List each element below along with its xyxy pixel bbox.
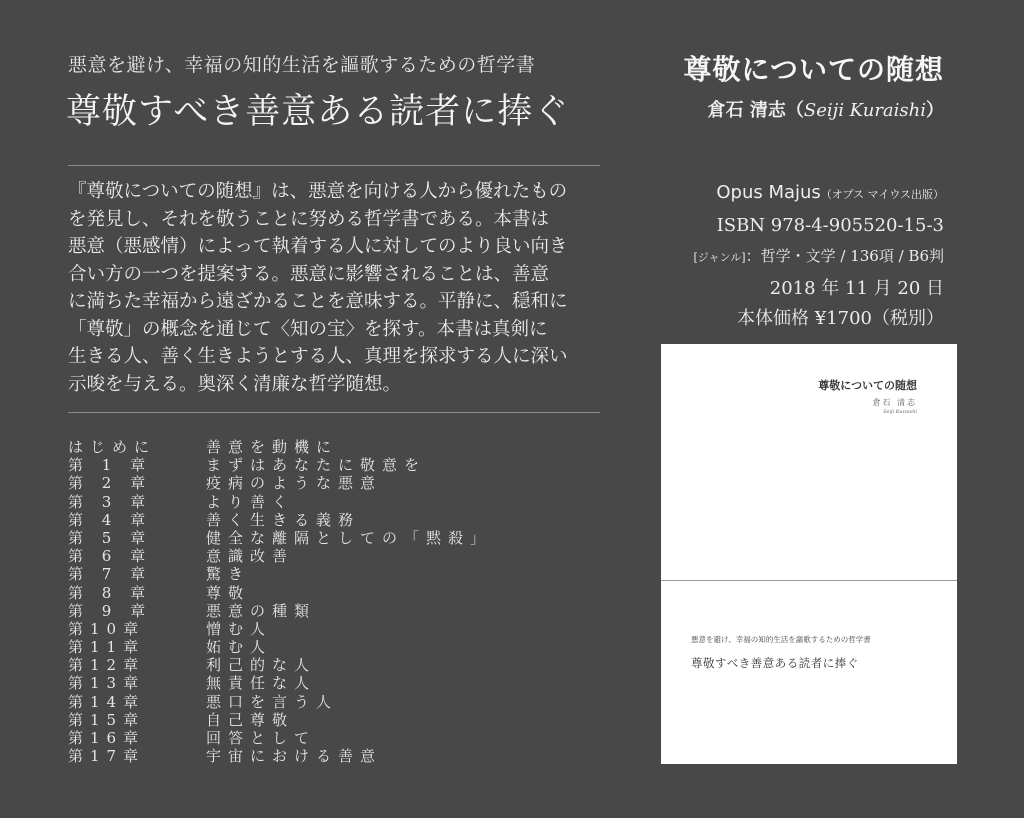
book-title: 尊敬についての随想 xyxy=(683,53,944,86)
description-line: 『尊敬についての随想』は、悪意を向ける人から優れたもの xyxy=(68,181,568,202)
bottom-divider xyxy=(68,412,600,413)
isbn: ISBN 978-4-905520-15-3 xyxy=(716,214,944,236)
preview-subtitle: 悪意を避け、幸福の知的生活を謳歌するための哲学書 xyxy=(691,635,871,644)
toc-title: 宇宙における善意 xyxy=(206,747,383,766)
preview-title: 尊敬についての随想 xyxy=(818,379,917,392)
author-paren-close: ） xyxy=(926,100,944,121)
description-line: を発見し、それを敬うことに努める哲学書である。本書は xyxy=(68,208,550,230)
toc-number: 第10章 xyxy=(68,619,146,638)
toc-number: 第11章 xyxy=(68,638,146,657)
toc-number: 第16章 xyxy=(68,729,146,747)
toc-title: 回答として xyxy=(206,729,317,747)
toc-title: 健全な離隔としての「黙殺」 xyxy=(206,528,493,547)
description-line: 合い方の一つを提案する。悪意に影響されることは、善意 xyxy=(68,263,550,285)
toc-title: 憎む人 xyxy=(206,619,273,638)
description-line: 悪意（悪感情）によって執着する人に対してのより良い向き xyxy=(68,236,568,257)
toc-title: より善く xyxy=(206,492,295,511)
toc-number: 第 3 章 xyxy=(68,492,153,511)
toc-number: 第17章 xyxy=(68,747,146,766)
author-jp: 倉石 清志 xyxy=(707,100,786,121)
toc-number: 第 2 章 xyxy=(68,474,153,493)
book-info xyxy=(584,178,944,335)
publisher-name: Opus Majus xyxy=(716,182,821,203)
toc-number: 第 4 章 xyxy=(68,510,153,529)
subtitle: 悪意を避け、幸福の知的生活を謳歌するための哲学書 xyxy=(68,54,536,76)
toc-title: 驚き xyxy=(206,565,251,584)
preview-author-latin: Seiji Kuraishi xyxy=(883,409,917,415)
book-description xyxy=(68,178,608,398)
toc-number: 第 5 章 xyxy=(68,528,153,547)
toc-number: 第 8 章 xyxy=(68,583,153,602)
preview-author: 倉石 清志 xyxy=(872,398,917,407)
price: 本体価格 ¥1700（税別） xyxy=(737,308,944,329)
toc-title: まずはあなたに敬意を xyxy=(206,456,427,475)
toc-number: 第14章 xyxy=(68,692,146,711)
toc-number: 第 6 章 xyxy=(68,547,153,566)
genre-value: ：哲学・文学 / 136項 / B6判 xyxy=(745,247,944,265)
book-heading xyxy=(624,50,944,122)
description-line: に満ちた幸福から遠ざかることを意味する。平静に、穏和に xyxy=(68,291,568,312)
toc-title: 無責任な人 xyxy=(206,674,317,693)
author-latin: Seiji Kuraishi xyxy=(803,100,926,121)
toc-title: 意識改善 xyxy=(206,547,295,566)
toc-title: 疫病のような悪意 xyxy=(206,474,383,493)
author-name xyxy=(624,96,944,122)
toc-number: はじめに xyxy=(68,438,157,456)
description-line: 生きる人、善く生きようとする人、真理を探求する人に深い xyxy=(68,346,568,367)
author-paren-open: （ xyxy=(785,100,804,121)
toc-title: 善く生きる義務 xyxy=(206,510,361,529)
toc-title: 悪意の種類 xyxy=(206,601,317,620)
toc-title: 尊敬 xyxy=(206,583,251,602)
toc-number: 第12章 xyxy=(68,656,146,675)
toc-number: 第13章 xyxy=(68,674,146,693)
main-title: 尊敬すべき善意ある読者に捧ぐ xyxy=(66,92,570,132)
top-divider xyxy=(68,165,600,166)
description-line: 示唆を与える。奥深く清廉な哲学随想。 xyxy=(68,373,402,395)
toc-number: 第 9 章 xyxy=(68,601,153,620)
publisher-note: （オプス マイウス出版） xyxy=(820,188,944,201)
preview-fold-line xyxy=(661,580,957,581)
toc-title: 利己的な人 xyxy=(206,656,317,675)
toc-number: 第 1 章 xyxy=(68,456,153,475)
genre-line xyxy=(584,241,944,274)
toc-title: 自己尊敬 xyxy=(206,710,295,729)
publish-date: 2018 年 11 月 20 日 xyxy=(769,277,944,299)
preview-main-title: 尊敬すべき善意ある読者に捧ぐ xyxy=(691,656,859,670)
genre-label: [ジャンル] xyxy=(693,251,746,264)
toc-number: 第15章 xyxy=(68,710,146,729)
toc-title: 善意を動機に xyxy=(206,438,339,456)
book-preview-image xyxy=(661,344,957,764)
publisher-line xyxy=(584,178,944,211)
toc-title: 妬む人 xyxy=(206,638,273,657)
description-line: 「尊敬」の概念を通じて〈知の宝〉を探す。本書は真剣に xyxy=(68,318,548,340)
toc-number: 第 7 章 xyxy=(68,565,153,584)
toc-title: 悪口を言う人 xyxy=(206,692,339,711)
